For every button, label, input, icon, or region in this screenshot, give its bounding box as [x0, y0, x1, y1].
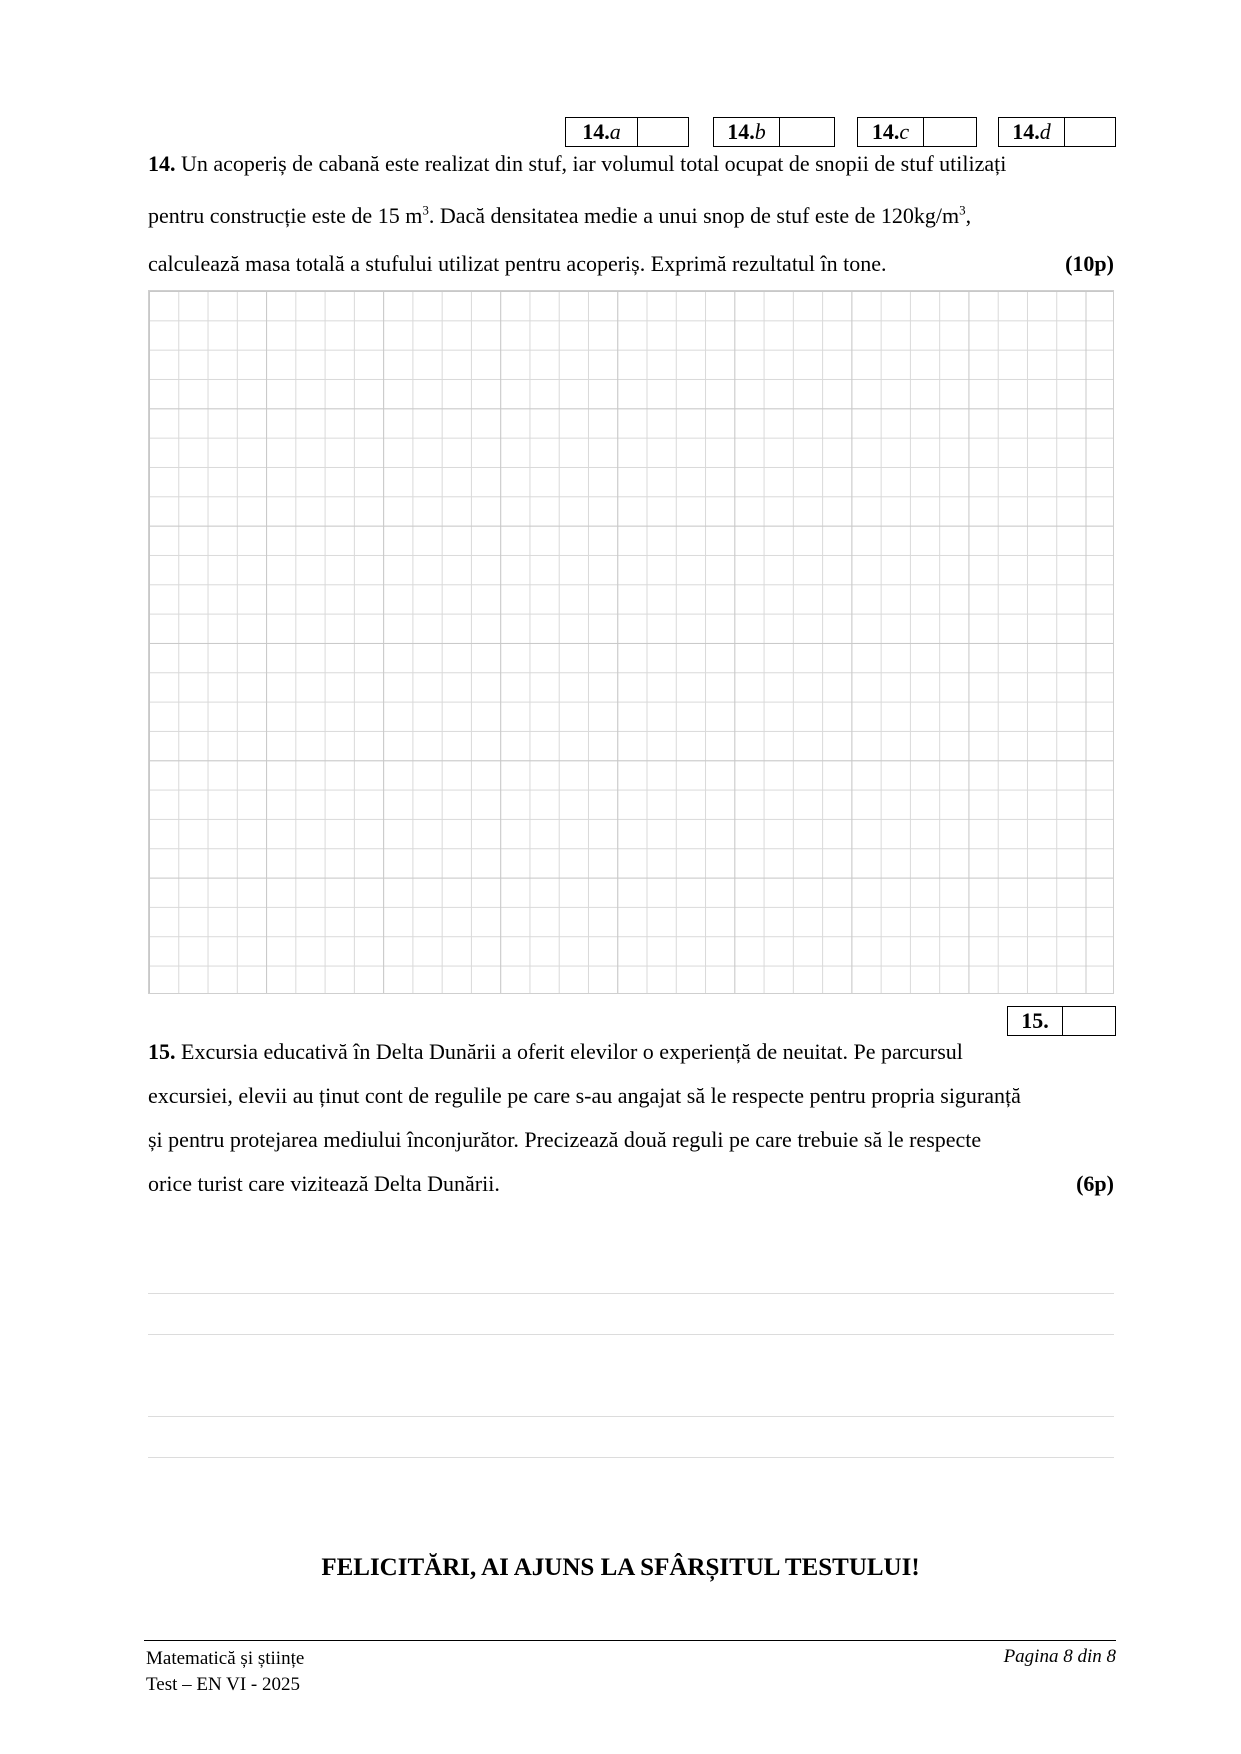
q15-line-2: excursiei, elevii au ținut cont de regulile pe care s-au angajat să le respecte pentru propria siguranță: [148, 1083, 1021, 1108]
final-message: FELICITĂRI, AI AJUNS LA SFÂRȘITUL TESTULUI!: [321, 1554, 920, 1581]
question-14: [148, 142, 1114, 286]
q15-line-3: și pentru protejarea mediului înconjurător. Precizează două reguli pe care trebuie să le respecte: [148, 1127, 982, 1152]
q15-number: 15.: [148, 1039, 176, 1064]
score-box-label: 14. b: [714, 118, 780, 146]
q15-points: (6p): [1076, 1171, 1114, 1196]
answer-grid-14[interactable]: [148, 290, 1114, 994]
q15-line-1: 15. Excursia educativă în Delta Dunării a oferit elevilor o experiență de neuitat. Pe parcursul: [148, 1039, 963, 1064]
q15-line-4: orice turist care vizitează Delta Dunării. (6p): [148, 1162, 1114, 1206]
answer-line-3[interactable]: [148, 1416, 1114, 1417]
answer-line-4[interactable]: [148, 1457, 1114, 1458]
q14-line-3: calculează masa totală a stufului utilizat pentru acoperiș. Exprimă rezultatul în tone. (10p): [148, 242, 1114, 286]
q14-line-1: 14. Un acoperiș de cabană este realizat din stuf, iar volumul total ocupat de snopii de stuf utilizați: [148, 151, 1007, 176]
density-value: 120kg/m: [880, 203, 960, 228]
footer-page-number: Pagina 8 din 8: [1003, 1646, 1116, 1667]
footer-divider: [144, 1640, 1116, 1641]
footer-left: [146, 1646, 304, 1698]
volume-value: 15 m: [377, 203, 423, 228]
footer-test: Test – EN VI - 2025: [146, 1674, 300, 1695]
q14-line-2: pentru construcție este de 15 $m^3$. Dacă densitatea medie a unui snop de stuf este de $120kg/m^3$,: [148, 202, 972, 228]
q14-points: (10p): [1065, 251, 1114, 276]
score-box-label: 14. d: [999, 118, 1065, 146]
question-15: [148, 1030, 1114, 1206]
score-box-label: 15.: [1008, 1007, 1063, 1035]
footer-subject: Matematică și științe: [146, 1648, 305, 1669]
answer-line-1[interactable]: [148, 1293, 1114, 1294]
answer-line-2[interactable]: [148, 1334, 1114, 1335]
q14-number: 14.: [148, 151, 176, 176]
score-box-label: 14. a: [566, 118, 638, 146]
score-box-label: 14. c: [858, 118, 924, 146]
